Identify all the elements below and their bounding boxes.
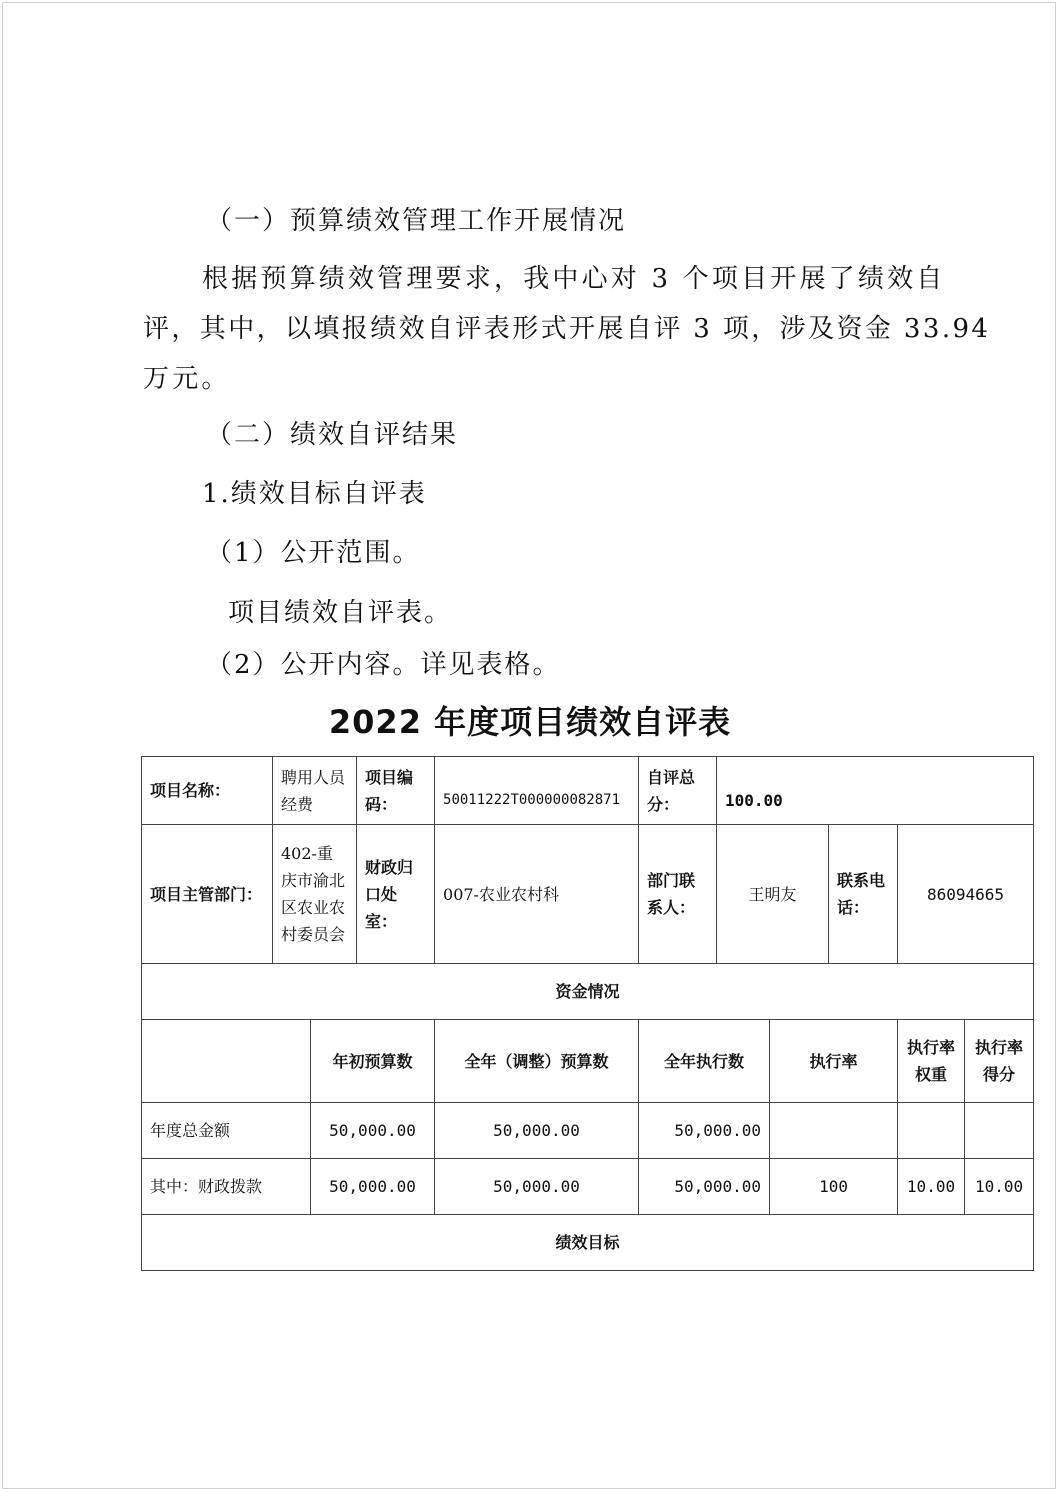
item-1-1-text: 项目绩效自评表。 <box>228 598 453 628</box>
score-label: 自评总分： <box>639 757 717 825</box>
table-row <box>142 825 1034 964</box>
phone-value: 86094665 <box>898 825 1034 964</box>
rate-weight-cell: 10.00 <box>898 1159 965 1215</box>
annual-execution-cell: 50,000.00 <box>639 1103 770 1159</box>
execution-rate-cell <box>770 1103 898 1159</box>
adjusted-budget-cell: 50,000.00 <box>435 1103 639 1159</box>
finance-office-label: 财政归口处室： <box>357 825 435 964</box>
self-evaluation-table <box>141 756 1034 1271</box>
score-value: 100.00 <box>717 757 1034 825</box>
funding-header-blank <box>142 1020 311 1103</box>
contact-label: 部门联系人： <box>639 825 717 964</box>
body-line-1: 根据预算绩效管理要求，我中心对 3 个项目开展了绩效自 <box>202 264 946 294</box>
rate-score-cell: 10.00 <box>965 1159 1034 1215</box>
initial-budget-cell: 50,000.00 <box>311 1103 435 1159</box>
execution-rate-cell: 100 <box>770 1159 898 1215</box>
item-1-2-heading: （2）公开内容。详见表格。 <box>206 650 561 680</box>
header-rate-weight: 执行率权重 <box>898 1020 965 1103</box>
project-code-label: 项目编码： <box>357 757 435 825</box>
dept-label: 项目主管部门： <box>142 825 273 964</box>
contact-value: 王明友 <box>717 825 829 964</box>
table-row <box>142 757 1034 825</box>
phone-label: 联系电话： <box>829 825 898 964</box>
row-label: 年度总金额 <box>142 1103 311 1159</box>
row-label: 其中：财政拨款 <box>142 1159 311 1215</box>
rate-weight-cell <box>898 1103 965 1159</box>
adjusted-budget-cell: 50,000.00 <box>435 1159 639 1215</box>
project-name-label: 项目名称： <box>142 757 273 825</box>
table-row <box>142 1215 1034 1271</box>
finance-office-value: 007-农业农村科 <box>435 825 639 964</box>
annual-execution-cell: 50,000.00 <box>639 1159 770 1215</box>
goals-section-label: 绩效目标 <box>142 1215 1034 1271</box>
initial-budget-cell: 50,000.00 <box>311 1159 435 1215</box>
funding-section-label: 资金情况 <box>142 964 1034 1020</box>
table-row <box>142 1020 1034 1103</box>
header-initial-budget: 年初预算数 <box>311 1020 435 1103</box>
body-line-3: 万元。 <box>143 364 231 394</box>
section1-heading: （一）预算绩效管理工作开展情况 <box>206 206 627 236</box>
item-1-1-heading: （1）公开范围。 <box>206 538 421 568</box>
table-row <box>142 1103 1034 1159</box>
project-code-value: 50011222T000000082871 <box>435 757 639 825</box>
table-title: 2022 年度项目绩效自评表 <box>328 703 732 741</box>
header-execution-rate: 执行率 <box>770 1020 898 1103</box>
table-row <box>142 964 1034 1020</box>
project-name-value: 聘用人员经费 <box>273 757 357 825</box>
header-rate-score: 执行率得分 <box>965 1020 1034 1103</box>
header-adjusted-budget: 全年（调整）预算数 <box>435 1020 639 1103</box>
rate-score-cell <box>965 1103 1034 1159</box>
body-line-2: 评，其中，以填报绩效自评表形式开展自评 3 项，涉及资金 33.94 <box>143 314 991 344</box>
dept-value: 402-重庆市渝北区农业农村委员会 <box>273 825 357 964</box>
table-row <box>142 1159 1034 1215</box>
item-1-heading: 1.绩效目标自评表 <box>202 479 427 509</box>
section2-heading: （二）绩效自评结果 <box>206 420 459 450</box>
header-annual-execution: 全年执行数 <box>639 1020 770 1103</box>
